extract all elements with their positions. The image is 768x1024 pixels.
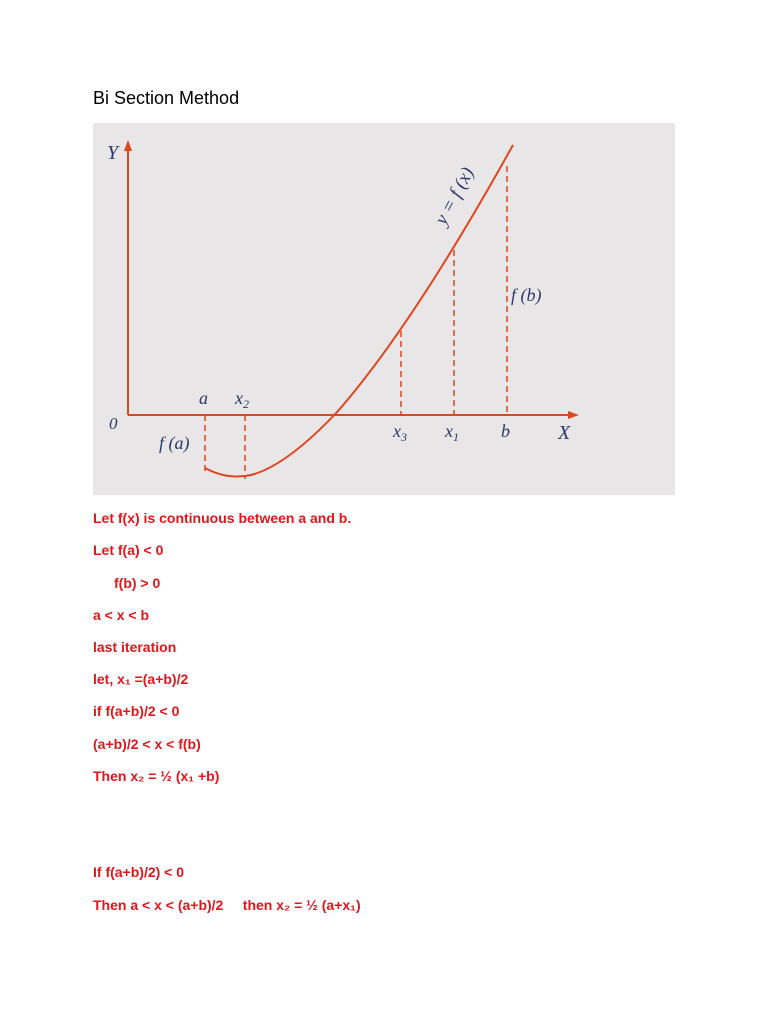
x-axis-label: X [558,422,571,444]
origin-label: 0 [109,414,118,433]
note-line-7: if f(a+b)/2 < 0 [93,703,180,719]
y-axis-label: Y [107,142,119,164]
note-line-5: last iteration [93,639,177,655]
point-label-x3: $x_3$ [393,421,407,444]
page-title: Bi Section Method [93,88,240,108]
note-line-9: Then x₂ = ½ (x₁ +b) [93,768,220,784]
note-line-2: Let f(a) < 0 [93,542,164,558]
curve-label: y = f (x) [430,163,479,229]
note-line-11: Then a < x < (a+b)/2 then x₂ = ½ (a+x₁) [93,897,361,913]
point-label-b: b [501,421,510,441]
fb-label: f (b) [511,285,542,305]
x-axis-arrow-icon [568,411,579,419]
y-axis-arrow-icon [124,140,132,151]
point-label-a: a [199,388,208,408]
bisection-graph [93,123,675,495]
note-line-4: a < x < b [93,607,150,623]
fa-label: f (a) [159,433,190,453]
note-line-10: If f(a+b)/2) < 0 [93,864,185,880]
note-line-3: f(b) > 0 [114,575,161,591]
point-label-x2: $x_2$ [235,388,249,411]
bisection-figure [93,123,675,495]
note-line-6: let, x₁ =(a+b)/2 [93,671,189,687]
note-line-8: (a+b)/2 < x < f(b) [93,736,201,752]
point-label-x1: $x_1$ [445,421,459,444]
note-line-1: Let f(x) is continuous between a and b. [93,510,352,526]
